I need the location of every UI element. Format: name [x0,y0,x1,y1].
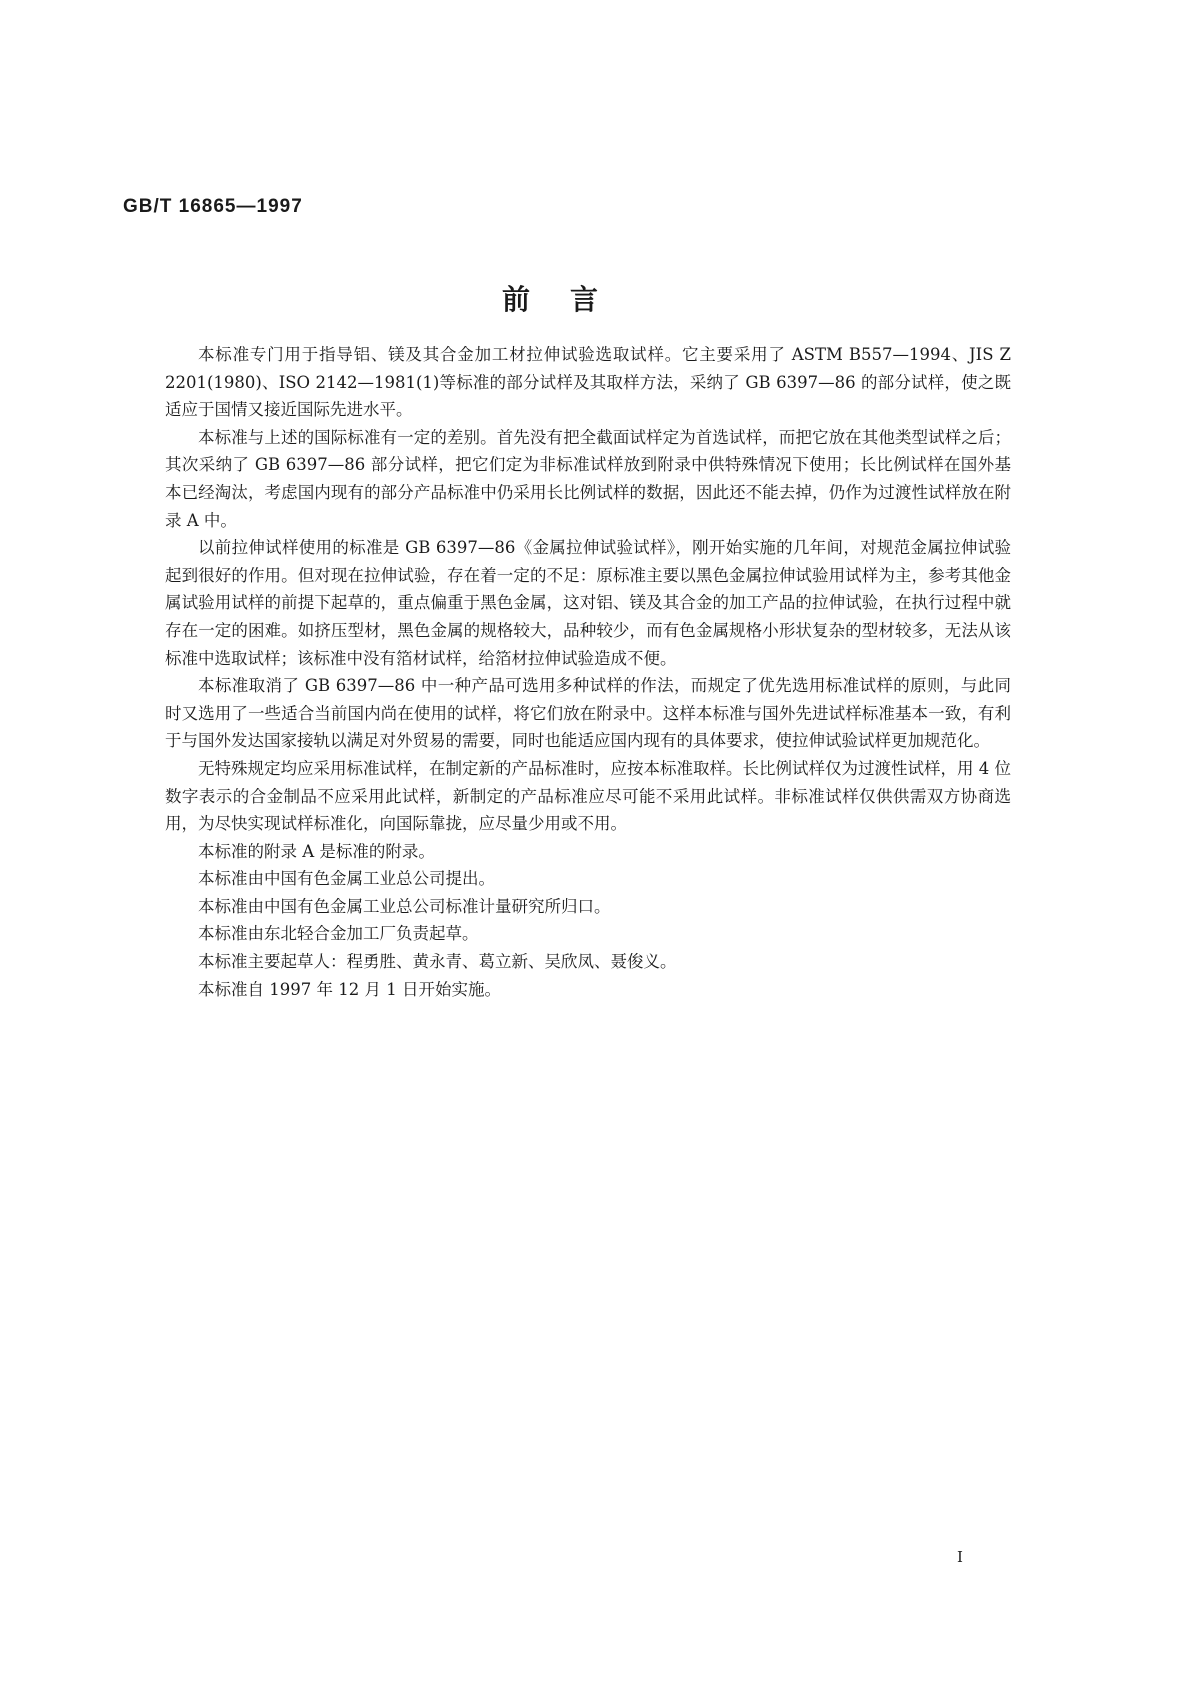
paragraph: 本标准与上述的国际标准有一定的差别。首先没有把全截面试样定为首选试样，而把它放在其他类型试样之后；其次采纳了 GB 6397—86 部分试样，把它们定为非标准试样放到附录中供特殊情况下使用；长比例试样在国外基本已经淘汰，考虑国内现有的部分产品标准中仍采用长比例试样的数据，因此还不能去掉，仍作为过渡性试样放在附录 A 中。 [165,427,1011,530]
paragraph: 本标准自 1997 年 12 月 1 日开始实施。 [198,979,501,999]
page-number: I [957,1548,963,1566]
paragraph: 本标准由中国有色金属工业总公司提出。 [198,869,495,889]
paragraph: 本标准专门用于指导铝、镁及其合金加工材拉伸试验选取试样。它主要采用了 ASTM B557—1994、JIS Z 2201(1980)、ISO 2142—1981(1)等标准的部分试样及其取样方法，采纳了 GB 6397—86 的部分试样，使之既适应于国情又接近国际先进水平。 [165,345,1011,420]
paragraph: 本标准取消了 GB 6397—86 中一种产品可选用多种试样的作法，而规定了优先选用标准试样的原则，与此同时又选用了一些适合当前国内尚在使用的试样，将它们放在附录中。这样本标准与国外先进试样标准基本一致，有利于与国外发达国家接轨以满足对外贸易的需要，同时也能适应国内现有的具体要求，使拉伸试验试样更加规范化。 [165,676,1011,751]
paragraph: 本标准由中国有色金属工业总公司标准计量研究所归口。 [198,896,611,916]
paragraph: 以前拉伸试样使用的标准是 GB 6397—86《金属拉伸试验试样》，刚开始实施的几年间，对规范金属拉伸试验起到很好的作用。但对现在拉伸试验，存在着一定的不足：原标准主要以黑色金属拉伸试验用试样为主，参考其他金属试验用试样的前提下起草的，重点偏重于黑色金属，这对铝、镁及其合金的加工产品的拉伸试验，在执行过程中就存在一定的困难。如挤压型材，黑色金属的规格较大，品种较少，而有色金属规格小形状复杂的型材较多，无法从该标准中选取试样；该标准中没有箔材试样，给箔材拉伸试验造成不便。 [165,538,1011,668]
page-title: 前言 [501,283,638,316]
standard-code: GB/T 16865—1997 [123,196,303,217]
foreword-body [165,341,1011,1003]
paragraph: 本标准的附录 A 是标准的附录。 [198,841,435,861]
paragraph: 无特殊规定均应采用标准试样，在制定新的产品标准时，应按本标准取样。长比例试样仅为过渡性试样，用 4 位数字表示的合金制品不应采用此试样，新制定的产品标准应尽可能不采用此试样。非标准试样仅供供需双方协商选用，为尽快实现试样标准化，向国际靠拢，应尽量少用或不用。 [165,758,1011,834]
paragraph: 本标准由东北轻合金加工厂负责起草。 [198,924,479,944]
paragraph: 本标准主要起草人：程勇胜、黄永青、葛立新、吴欣凤、聂俊义。 [198,952,677,972]
